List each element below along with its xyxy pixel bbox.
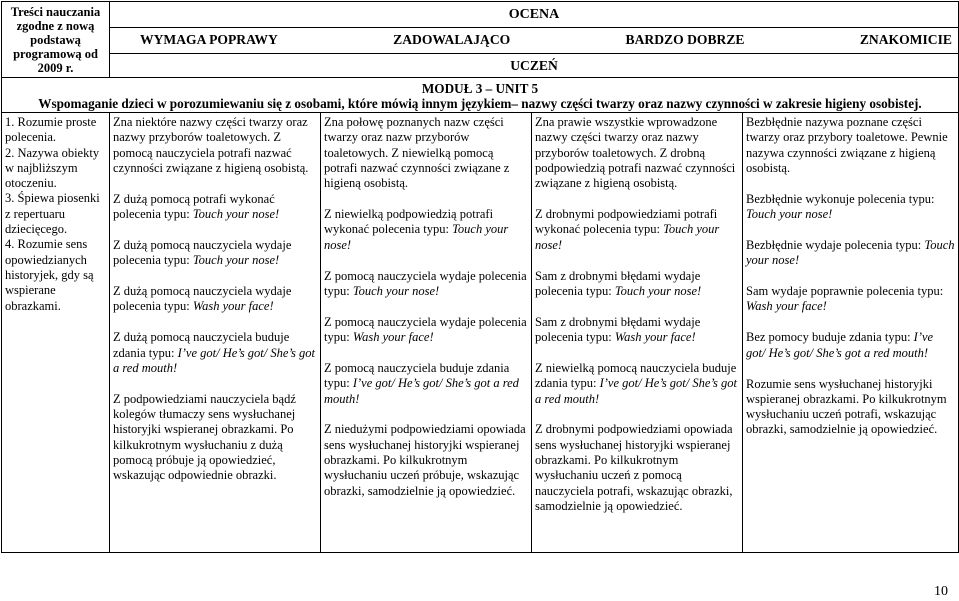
grade-label-zadowalajaco: ZADOWALAJĄCO bbox=[393, 32, 511, 47]
criteria-paragraph bbox=[113, 330, 317, 376]
criteria-paragraph bbox=[535, 115, 739, 191]
criteria-example: Wash your face! bbox=[614, 330, 696, 345]
criteria-text: Zna niektóre nazwy części twarzy oraz nazwy przyborów toaletowych. Z pomocą nauczyciela potrafi nazwać czynności związane z higieną osobistą. bbox=[113, 115, 309, 175]
criteria-example: Touch your nose! bbox=[746, 237, 955, 268]
assessment-table bbox=[1, 1, 959, 553]
criteria-text: Z dużą pomocą nauczyciela wydaje polecenia typu: bbox=[113, 284, 292, 314]
criteria-paragraph bbox=[324, 207, 528, 253]
criteria-paragraph bbox=[535, 361, 739, 407]
criteria-example: I’ve got/ He’s got/ She’s got a red mouth! bbox=[113, 345, 315, 375]
grade-label-bardzo-dobrze: BARDZO DOBRZE bbox=[625, 32, 745, 47]
criteria-example: Touch your nose! bbox=[192, 253, 280, 268]
criteria-paragraph bbox=[746, 192, 955, 223]
criteria-paragraph bbox=[324, 422, 528, 498]
criteria-text: Zna prawie wszystkie wprowadzone nazwy części twarzy oraz nazwy przyborów toaletowych. Z drobną podpowiedzią potrafi nazwać czynności związane z higieną osobistą. bbox=[535, 115, 736, 191]
content-header-text: Treści nauczania zgodne z nową podstawą programową od 2009 r. bbox=[10, 5, 101, 75]
criteria-paragraph bbox=[113, 192, 317, 223]
criteria-text: Sam z drobnymi błędami wydaje polecenia typu: bbox=[535, 314, 701, 345]
criteria-paragraph bbox=[324, 315, 528, 346]
criteria-text: Bezbłędnie nazywa poznane części twarzy oraz przybory toaletowe. Pewnie nazywa czynności związane z higieną osobistą. bbox=[746, 115, 948, 175]
criteria-text: Z dużą pomocą potrafi wykonać polecenia typu: bbox=[113, 191, 275, 222]
criteria-example: I’ve got/ He’s got/ She’s got a red mouth! bbox=[746, 330, 934, 360]
module-description: Wspomaganie dzieci w porozumiewaniu się z osobami, które mówią innym językiem– nazwy części twarzy oraz nazwy czynności w zakresie higieny osobistej. bbox=[38, 96, 922, 111]
criteria-text: Z drobnymi podpowiedziami potrafi wykonać polecenia typu: bbox=[535, 207, 718, 237]
topics-cell bbox=[2, 113, 110, 553]
criteria-text: Bezbłędnie wydaje polecenia typu: bbox=[746, 237, 925, 252]
criteria-paragraph bbox=[535, 422, 739, 514]
criteria-text: Bez pomocy buduje zdania typu: bbox=[746, 330, 914, 345]
criteria-text: Rozumie sens wysłuchanej historyjki wspieranej obrazkami. Po kilkukrotnym wysłuchaniu uczeń potrafi, wskazując obrazki, samodzielnie ją opowiedzieć. bbox=[746, 376, 947, 437]
ocena-header-cell bbox=[110, 2, 959, 28]
criteria-text: Z dużą pomocą nauczyciela wydaje polecenia typu: bbox=[113, 237, 292, 268]
criteria-text: Z dużą pomocą nauczyciela buduje zdania typu: bbox=[113, 330, 290, 360]
criteria-cell-bardzo-dobrze bbox=[532, 113, 743, 553]
criteria-example: I’ve got/ He’s got/ She’s got a red mouth! bbox=[324, 376, 519, 406]
page-number: 10 bbox=[934, 584, 948, 599]
criteria-text: Sam z drobnymi błędami wydaje polecenia typu: bbox=[535, 268, 701, 298]
content-header-cell bbox=[2, 2, 110, 78]
criteria-paragraph bbox=[746, 115, 955, 176]
criteria-paragraph bbox=[113, 115, 317, 176]
criteria-paragraph bbox=[746, 377, 955, 438]
grade-label-wymaga-poprawy: WYMAGA POPRAWY bbox=[140, 32, 278, 47]
criteria-cell-znakomicie bbox=[743, 113, 959, 553]
criteria-text: Z pomocą nauczyciela wydaje polecenia typu: bbox=[324, 314, 527, 345]
criteria-example: Wash your face! bbox=[352, 330, 434, 345]
criteria-paragraph bbox=[324, 269, 528, 300]
criteria-text: Z podpowiedziami nauczyciela bądź kolegów tłumaczy sens wysłuchanej historyjki wspieranej obrazkami. Po kilkukrotnym wysłuchaniu z dużą pomocą próbuje ją opowiedzieć, wskazując odpowiednie obrazki. bbox=[113, 391, 296, 483]
criteria-text: Z drobnymi podpowiedziami opowiada sens wysłuchanej historyjki wspieranej obrazkami. Po kilkukrotnym wysłuchaniu uczeń z pomocą nauczyciela potrafi, wskazując obrazki, samodzielnie ją opowiedzieć. bbox=[535, 422, 733, 513]
module-header-cell bbox=[2, 78, 959, 113]
ocena-header: OCENA bbox=[508, 6, 560, 22]
criteria-text: Z niewielką pomocą nauczyciela buduje zdania typu: bbox=[535, 360, 737, 391]
criteria-example: I’ve got/ He’s got/ She’s got a red mouth! bbox=[535, 376, 737, 406]
criteria-example: Wash your face! bbox=[192, 299, 274, 314]
grades-header-cell bbox=[110, 28, 959, 54]
topic-item: 1. Rozumie proste polecenia. bbox=[5, 115, 97, 145]
criteria-paragraph bbox=[535, 207, 739, 253]
grade-label-znakomicie: ZNAKOMICIE bbox=[859, 32, 952, 47]
topic-item: 4. Rozumie sens opowiedzianych historyjek, gdy są wspierane obrazkami. bbox=[5, 237, 94, 313]
criteria-text: Zna połowę poznanych nazw części twarzy oraz nazw przyborów toaletowych. Z niewielką pomocą potrafi nazwać czynności związane z higieną osobistą. bbox=[324, 115, 510, 191]
criteria-paragraph bbox=[113, 392, 317, 484]
module-title: MODUŁ 3 – UNIT 5 bbox=[421, 81, 539, 96]
criteria-paragraph bbox=[113, 284, 317, 315]
criteria-example: Touch your nose! bbox=[535, 222, 720, 252]
criteria-text: Z pomocą nauczyciela wydaje polecenia typu: bbox=[324, 268, 527, 298]
criteria-cell-zadowalajaco bbox=[321, 113, 532, 553]
criteria-text: Sam wydaje poprawnie polecenia typu: bbox=[746, 284, 944, 299]
criteria-paragraph bbox=[746, 330, 955, 361]
criteria-text: Z niewielką podpowiedzią potrafi wykonać polecenia typu: bbox=[324, 207, 494, 237]
criteria-text: Z niedużymi podpowiedziami opowiada sens wysłuchanej historyjki wspieranej obrazkami. Po kilkukrotnym wysłuchaniu uczeń próbuje, wskazując obrazki, samodzielnie ją opowiedzieć. bbox=[324, 422, 526, 498]
criteria-example: Touch your nose! bbox=[324, 222, 509, 252]
criteria-example: Wash your face! bbox=[746, 299, 827, 314]
criteria-cell-wymaga-poprawy bbox=[110, 113, 321, 553]
criteria-example: Touch your nose! bbox=[614, 283, 702, 298]
uczen-header-cell bbox=[110, 54, 959, 78]
criteria-paragraph bbox=[324, 361, 528, 407]
criteria-example: Touch your nose! bbox=[352, 283, 440, 298]
criteria-paragraph bbox=[113, 238, 317, 269]
topic-item: 2. Nazywa obiekty w najbliższym otoczeniu. bbox=[5, 145, 100, 191]
criteria-paragraph bbox=[535, 269, 739, 300]
criteria-paragraph bbox=[746, 284, 955, 315]
uczen-header: UCZEŃ bbox=[510, 57, 558, 73]
criteria-paragraph bbox=[535, 315, 739, 346]
criteria-text: Bezbłędnie wykonuje polecenia typu: bbox=[746, 191, 935, 206]
criteria-paragraph bbox=[324, 115, 528, 191]
criteria-example: Touch your nose! bbox=[192, 207, 280, 222]
criteria-text: Z pomocą nauczyciela buduje zdania typu: bbox=[324, 360, 510, 391]
criteria-example: Touch your nose! bbox=[746, 207, 833, 222]
criteria-paragraph bbox=[746, 238, 955, 269]
topic-item: 3. Śpiewa piosenki z repertuaru dziecięcego. bbox=[5, 191, 100, 237]
